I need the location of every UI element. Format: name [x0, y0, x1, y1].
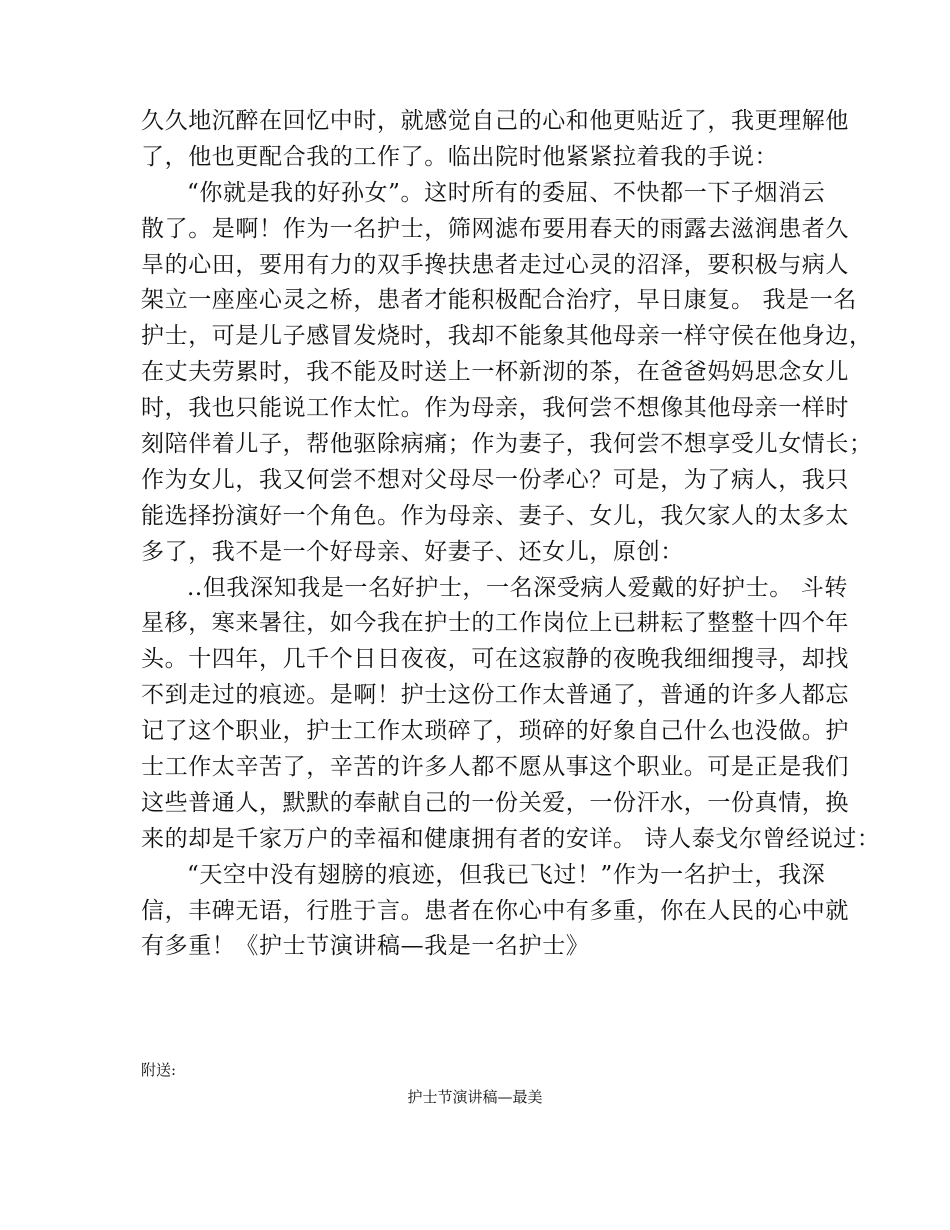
text-line: 久久地沉醉在回忆中时，就感觉自己的心和他更贴近了，我更理解他 [141, 108, 849, 134]
text-line: 信，丰碑无语，行胜于言。患者在你心中有多重，你在人民的心中就 [141, 897, 849, 924]
text-line: 了，他也更配合我的工作了。临出院时他紧紧拉着我的手说： [141, 143, 779, 170]
appendix-label: 附送: [141, 1061, 177, 1079]
text-line: 有多重！《护士节演讲稿—我是一名护士》 [141, 933, 590, 960]
text-line: “天空中没有翅膀的痕迹，但我已飞过！”作为一名护士，我深 [187, 861, 826, 888]
text-line: ..但我深知我是一名好护士，一名深受病人爱戴的好护士。 斗转 [187, 574, 848, 601]
text-line: 架立一座座心灵之桥，患者才能积极配合治疗，早日康复。 我是一名 [141, 287, 857, 314]
text-line: 在丈夫劳累时，我不能及时送上一杯新沏的茶，在爸爸妈妈思念女儿 [141, 359, 849, 386]
text-line: 散了。是啊！作为一名护士，筛网滤布要用春天的雨露去滋润患者久 [141, 215, 849, 242]
text-line: 时，我也只能说工作太忙。作为母亲，我何尝不想像其他母亲一样时 [141, 395, 849, 422]
text-line: “你就是我的好孙女”。这时所有的委屈、不快都一下子烟消云 [187, 179, 826, 206]
text-line: 作为女儿，我又何尝不想对父母尽一份孝心？可是，为了病人，我只 [141, 466, 849, 493]
text-line: 记了这个职业，护士工作太琐碎了，琐碎的好象自己什么也没做。护 [141, 718, 849, 745]
text-line: 不到走过的痕迹。是啊！护士这份工作太普通了，普通的许多人都忘 [141, 682, 849, 709]
appendix-title: 护士节演讲稿—最美 [407, 1088, 543, 1106]
text-line: 士工作太辛苦了，辛苦的许多人都不愿从事这个职业。可是正是我们 [141, 754, 849, 781]
document-body [141, 104, 881, 965]
text-line: 来的却是千家万户的幸福和健康拥有者的安详。 诗人泰戈尔曾经说过： [141, 825, 881, 852]
text-line: 星移，寒来暑往，如今我在护士的工作岗位上已耕耘了整整十四个年 [141, 610, 849, 637]
text-line: 多了，我不是一个好母亲、好妻子、还女儿，原创： [141, 538, 684, 565]
text-line: 这些普通人，默默的奉献自己的一份关爱，一份汗水，一份真情，换 [141, 789, 849, 816]
text-line: 头。十四年，几千个日日夜夜，可在这寂静的夜晚我细细搜寻，却找 [141, 646, 849, 673]
text-line: 旱的心田，要用有力的双手搀扶患者走过心灵的沼泽，要积极与病人 [141, 251, 849, 278]
text-line: 刻陪伴着儿子，帮他驱除病痛；作为妻子，我何尝不想享受儿女情长； [141, 431, 873, 458]
text-line: 能选择扮演好一个角色。作为母亲、妻子、女儿，我欠家人的太多太 [141, 502, 849, 529]
text-line: 护士，可是儿子感冒发烧时，我却不能象其他母亲一样守侯在他身边， [141, 323, 873, 350]
